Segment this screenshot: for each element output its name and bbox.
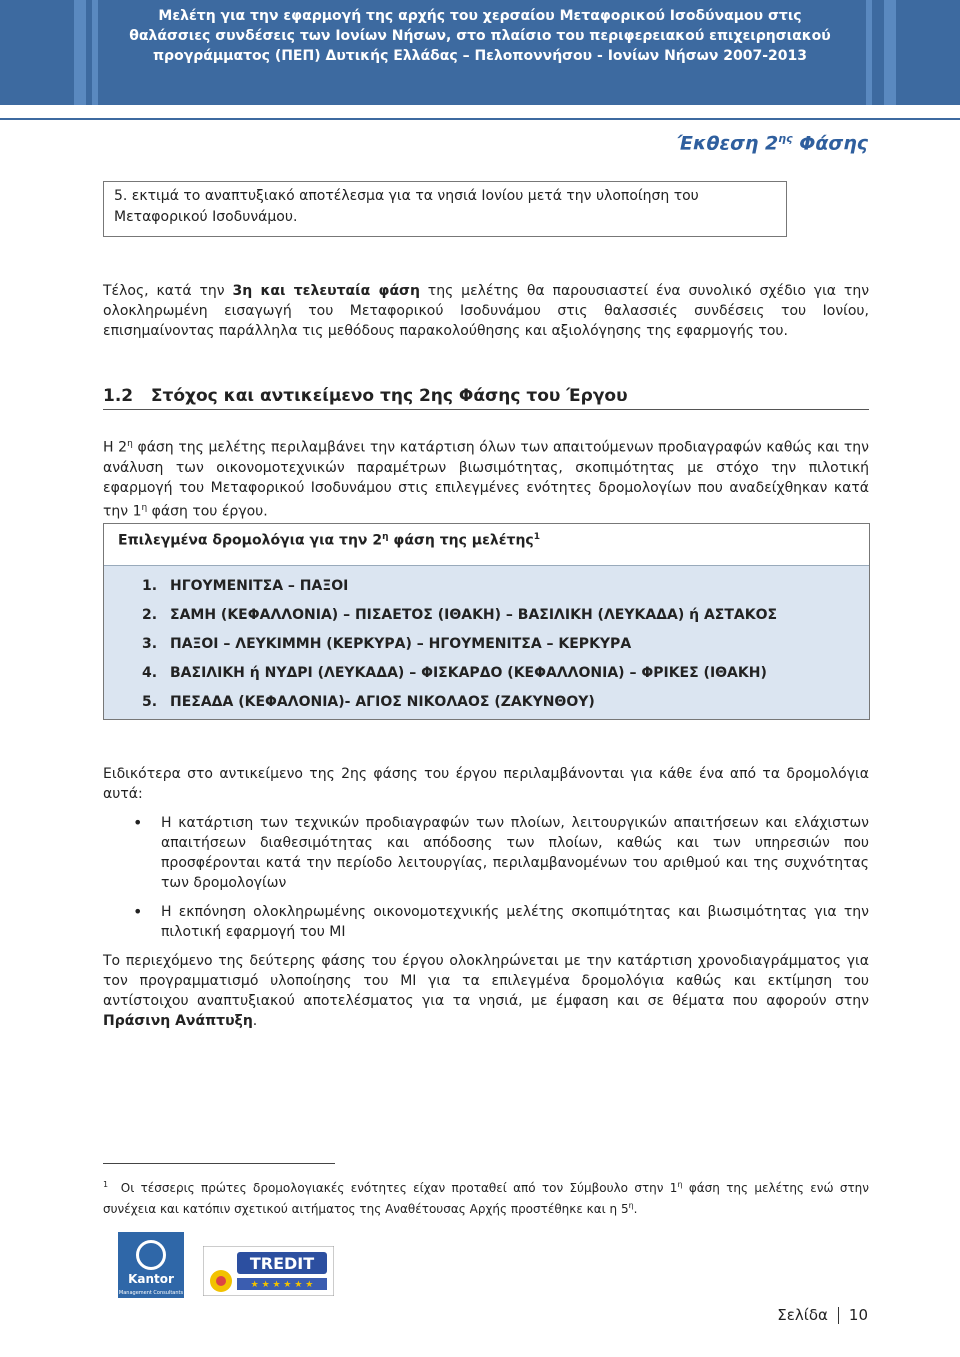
footnote-separator [103, 1163, 335, 1164]
phase-title-text: Έκθεση 2 [676, 132, 779, 155]
para1-text-a: Τέλος, κατά την [103, 283, 233, 299]
footnote-number: 1 [103, 1180, 109, 1189]
phase-title-suffix: Φάσης [792, 132, 868, 155]
document-header [0, 0, 960, 105]
header-stripe-right [884, 0, 896, 105]
para4-text-c: . [252, 1013, 258, 1029]
section-heading [103, 386, 869, 410]
section-title: Στόχος και αντικείμενο της 2ης Φάσης του Έργου [150, 386, 628, 406]
route-item [142, 576, 777, 605]
footnote-sup-1: η [677, 1180, 683, 1189]
footnote-text-c: . [633, 1202, 638, 1216]
page-number [777, 1306, 868, 1324]
header-stripe-right-thin [866, 0, 872, 105]
para2-text-c: φάση του έργου. [147, 503, 268, 520]
kantor-logo-icon [136, 1240, 166, 1270]
header-stripe-left-thin [92, 0, 98, 105]
footnote-ref: 1 [533, 532, 540, 542]
route-text: ΠΑΞΟΙ – ΛΕΥΚΙΜΜΗ (ΚΕΡΚΥΡΑ) – ΗΓΟΥΜΕΝΙΤΣΑ – ΚΕΡΚΥΡΑ [170, 636, 632, 652]
header-line-3: προγράμματος (ΠΕΠ) Δυτικής Ελλάδας – Πελοποννήσου - Ιονίων Νήσων 2007-2013 [152, 48, 807, 64]
para2-sup-1: η [127, 439, 133, 449]
route-number: 4. [142, 665, 158, 681]
phase-title [677, 132, 868, 154]
para1-text-c: της μελέτης θα παρουσιαστεί ένα συνολικό σχέδιο για την ολοκληρωμένη εισαγωγή του Μεταφορικού Ισοδυνάμου στις θαλασσιές συνδέσεις του Ιονίου, επισημαίνοντας παράλληλα τις μεθόδους παρακολούθησης και αξιολόγησης της εφαρμογής του. [103, 283, 870, 339]
route-number: 1. [142, 578, 158, 594]
route-text: ΣΑΜΗ (ΚΕΦΑΛΛΟΝΙΑ) – ΠΙΣΑΕΤΟΣ (ΙΘΑΚΗ) – ΒΑΣΙΛΙΚΗ (ΛΕΥΚΑΔΑ) ή ΑΣΤΑΚΟΣ [170, 607, 778, 623]
tredit-wordmark: TREDIT [249, 1254, 315, 1273]
boxed-list-item: 5. εκτιμά το αναπτυξιακό αποτέλεσμα για τα νησιά Ιονίου μετά την υλοποίηση του Μεταφορικού Ισοδυνάμου. [103, 181, 787, 237]
footnote-sup-2: η [628, 1201, 634, 1210]
bullet-item: • Η κατάρτιση των τεχνικών προδιαγραφών των πλοίων, λειτουργικών απαιτήσεων και ελάχιστων απαιτήσεων διαθεσιμότητας και απόδοσης των πλοίων, καθώς και των υπηρεσιών που προσφέρονται κατά την περίοδο λειτουργίας, περιλαμβανομένων του αριθμού και της συχνότητας των δρομολογίων [103, 813, 869, 893]
route-number: 3. [142, 636, 158, 652]
route-item [142, 663, 777, 692]
eu-stars-icon: ★ ★ ★ ★ ★ ★ [250, 1280, 314, 1290]
kantor-logo-subtitle: Management Consultants [118, 1290, 184, 1296]
footnote-text-b: φάση της μελέτης ενώ στην συνέχεια και κατόπιν σχετικού αιτήματος της Αναθέτουσας Αρχής προστέθηκε και η 5 [103, 1181, 869, 1216]
tredit-wheel-hub [216, 1276, 226, 1286]
tredit-logo [203, 1246, 334, 1296]
route-item [142, 605, 777, 634]
page-divider [838, 1307, 839, 1324]
kantor-logo-text: Kantor [128, 1272, 174, 1286]
selected-routes-box [103, 523, 870, 720]
paragraph-phase-2-content [103, 951, 869, 1031]
paragraph-phase-2 [103, 434, 869, 521]
page-number-value: 10 [848, 1306, 868, 1324]
kantor-logo [118, 1232, 184, 1298]
page-label: Σελίδα [777, 1306, 828, 1324]
route-item [142, 692, 777, 721]
paragraph-scope-intro: Ειδικότερα στο αντικείμενο της 2ης φάσης του έργου περιλαμβάνονται για κάθε ένα από τα δρομολόγια αυτά: [103, 766, 869, 802]
para2-sup-2: η [141, 502, 148, 513]
routes-heading [104, 524, 869, 566]
scope-bullet-list [103, 813, 869, 951]
para4-bold: Πράσινη Ανάπτυξη [103, 1013, 253, 1029]
para2-text-b: φάση της μελέτης περιλαμβάνει την κατάρτιση όλων των απαιτούμενων προδιαγραφών καθώς και την ανάλυση των οικονομοτεχνικών παραμέτρων βιωσιμότητας, σκοπιμότητας με στόχο την πιλοτική εφαρμογή του Μεταφορικού Ισοδυνάμου στις επιλεγμένες ενότητες δρομολογίων που αναδείχθηκαν κατά την 1 [103, 439, 870, 520]
header-line-2: θαλάσσιες συνδέσεις των Ιονίων Νήσων, στο πλαίσιο του περιφερειακού επιχειρησιακού [129, 28, 831, 44]
bullet-item: • Η εκπόνηση ολοκληρωμένης οικονομοτεχνικής μελέτης σκοπιμότητας και βιωσιμότητας για την πιλοτική εφαρμογή του ΜΙ [103, 902, 869, 942]
para4-text-a: Το περιεχόμενο της δεύτερης φάσης του έργου ολοκληρώνεται με την κατάρτιση χρονοδιαγράμματος για τον προγραμματισμό υλοποίησης του ΜΙ για τα επιλεγμένα δρομολόγια καθώς και εκτίμηση του αντίστοιχου αναπτυξιακού αποτελέσματος για τα νησιά, με έμφαση και σε θέματα που αφορούν στην [103, 953, 869, 1009]
routes-heading-sup: η [382, 532, 389, 542]
route-item [142, 634, 777, 663]
routes-heading-text: Επιλεγμένα δρομολόγια για την 2 [118, 532, 383, 549]
routes-heading-suffix: φάση της μελέτης [388, 532, 534, 549]
paragraph-phase-3 [103, 281, 869, 341]
route-text: ΒΑΣΙΛΙΚΗ ή ΝΥΔΡΙ (ΛΕΥΚΑΔΑ) – ΦΙΣΚΑΡΔΟ (ΚΕΦΑΛΛΟΝΙΑ) – ΦΡΙΚΕΣ (ΙΘΑΚΗ) [170, 665, 767, 681]
phase-title-sup: ης [778, 132, 793, 145]
route-text: ΠΕΣΑΔΑ (ΚΕΦΑΛΟΝΙΑ)- ΑΓΙΟΣ ΝΙΚΟΛΑΟΣ (ΖΑΚΥΝΘΟΥ) [170, 694, 595, 710]
section-number: 1.2 [103, 386, 134, 406]
para1-bold: 3η και τελευταία φάση [232, 283, 420, 299]
routes-list [142, 576, 777, 721]
footnote [103, 1176, 869, 1218]
route-number: 2. [142, 607, 158, 623]
header-title [110, 6, 850, 66]
para2-text-a: Η 2 [103, 439, 128, 456]
route-text: ΗΓΟΥΜΕΝΙΤΣΑ – ΠΑΞΟΙ [170, 578, 349, 594]
header-line-1: Μελέτη για την εφαρμογή της αρχής του χερσαίου Μεταφορικού Ισοδύναμου στις [158, 8, 802, 24]
route-number: 5. [142, 694, 158, 710]
header-rule [0, 118, 960, 120]
footnote-text-a: Οι τέσσερις πρώτες δρομολογιακές ενότητες είχαν προταθεί από τον Σύμβουλο στην 1 [120, 1181, 678, 1195]
header-stripe-left [74, 0, 86, 105]
